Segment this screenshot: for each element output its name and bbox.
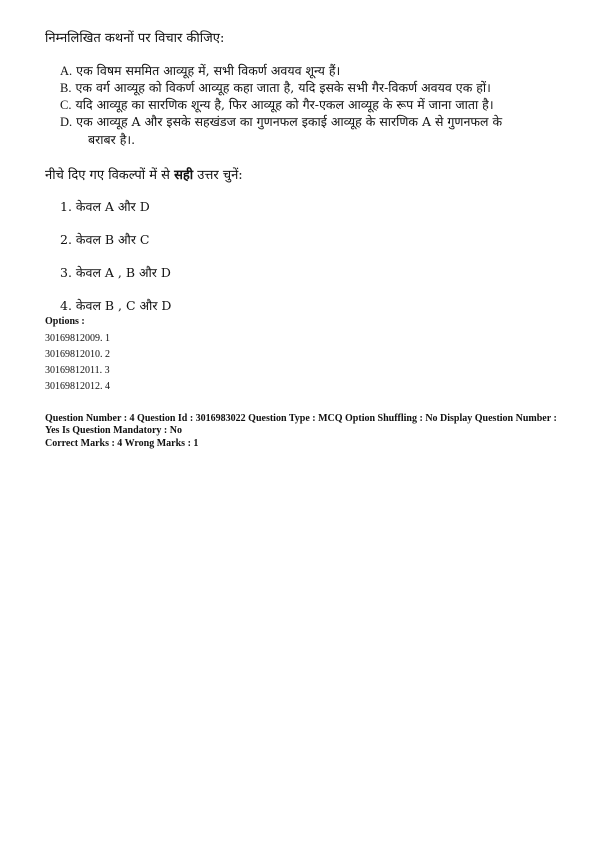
instruction-text: उत्तर चुनें: [193, 168, 243, 183]
statement-label: B. [60, 81, 72, 95]
instruction-emphasis: सही [174, 168, 194, 183]
statement-text: एक विषम सममित आव्यूह में, सभी विकर्ण अवयव शून्य हैं। [76, 63, 341, 78]
instruction [45, 165, 243, 183]
statement-d [60, 113, 560, 148]
statement-text: एक आव्यूह A और इसके सहखंडज का गुणनफल इकाई आव्यूह के सारणिक A से गुणनफल के [76, 114, 503, 129]
statement-label: C. [60, 98, 72, 112]
options-header: Options : [45, 316, 85, 327]
choice-2: 2. केवल B और C [60, 232, 150, 247]
marks-info: Correct Marks : 4 Wrong Marks : 1 [45, 438, 199, 449]
statement-c [60, 96, 560, 114]
option-id-2: 30169812010. 2 [45, 349, 110, 360]
statement-label: A. [60, 64, 73, 78]
instruction-text: नीचे दिए गए विकल्पों में से [45, 168, 175, 183]
question-metadata: Question Number : 4 Question Id : 3016983022 Question Type : MCQ Option Shuffling : No Display Question Number : Yes Is Question Mandatory : No [45, 413, 557, 436]
statement-b [60, 79, 560, 97]
choice-3: 3. केवल A , B और D [60, 265, 171, 280]
statement-continuation: बराबर है।. [88, 132, 136, 147]
option-id-4: 30169812012. 4 [45, 381, 110, 392]
statement-text: यदि आव्यूह का सारणिक शून्य है, फिर आव्यूह को गैर-एकल आव्यूह के रूप में जाना जाता है। [75, 97, 494, 112]
choice-1: 1. केवल A और D [60, 199, 150, 214]
option-id-1: 30169812009. 1 [45, 333, 110, 344]
statement-text: एक वर्ग आव्यूह को विकर्ण आव्यूह कहा जाता है, यदि इसके सभी गैर-विकर्ण अवयव एक हों। [75, 80, 491, 95]
statement-a [60, 62, 560, 80]
question-intro: निम्नलिखित कथनों पर विचार कीजिए: [45, 31, 225, 46]
option-id-3: 30169812011. 3 [45, 365, 110, 376]
statement-label: D. [60, 115, 73, 129]
choice-4: 4. केवल B , C और D [60, 298, 172, 313]
